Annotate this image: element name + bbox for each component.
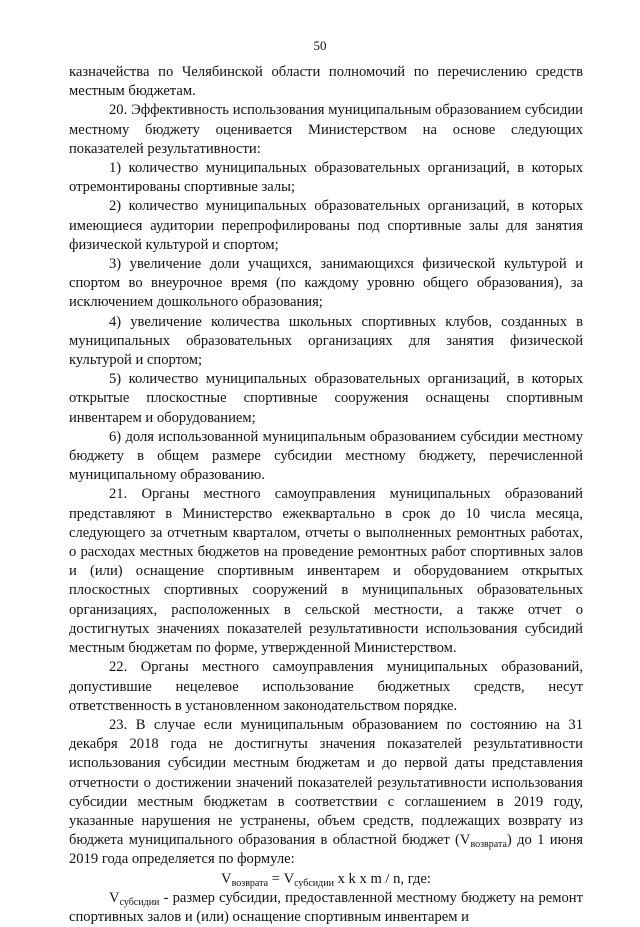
- indicator-item-5: 5) количество муниципальных образовательных организаций, в которых открытые плоскостные спортивные сооружения оснащены спортивным инвентарем и оборудованием;: [69, 371, 583, 426]
- paragraph-20: 20. Эффективность использования муниципальным образованием субсидии местному бюджету оценивается Министерством на основе следующих показателей результативности:: [69, 102, 583, 157]
- document-body: [69, 63, 583, 927]
- indicator-item-2: 2) количество муниципальных образовательных организаций, в которых имеющиеся аудитории перепрофилированы под спортивные залы для занятия физической культурой и спортом;: [69, 198, 583, 253]
- return-formula: [69, 870, 583, 889]
- formula-lhs-symbol: V: [221, 870, 232, 887]
- indicator-item-4: 4) увеличение количества школьных спортивных клубов, созданных в муниципальных образовательных организациях для занятия физической культурой и спортом;: [69, 313, 583, 369]
- paragraph-21: 21. Органы местного самоуправления муниципальных образований представляют в Министерство ежеквартально в срок до 10 числа месяца, следующего за отчетным кварталом, отчеты о выполненных ремонтных работах, о расходах местных бюджетов на проведение ремонтных работ спортивных залов и (или) оснащение спортивным инвентарем и оборудованием открытых плоскостных спортивных сооружений в муниципальных образовательных организациях, расположенных в сельской местности, а также отчет о достигнутых значениях показателей результативности использования субсидий местным бюджетам по форме, утвержденной Министерством.: [69, 486, 583, 657]
- paragraph-continued: казначейства по Челябинской области полномочий по перечислению средств местным бюджетам.: [69, 64, 583, 100]
- formula-equals: =: [268, 870, 284, 887]
- formula-rhs-symbol: V: [283, 870, 295, 887]
- indicator-item-3: 3) увеличение доли учащихся, занимающихся физической культурой и спортом во внеурочное время (по каждому уровню общего образования), за исключением дошкольного образования;: [69, 256, 583, 311]
- paragraph-23-text: 23. В случае если муниципальным образованием по состоянию на 31 декабря 2018 года не достигнуты значения показателей результативности использования субсидии местным бюджетам и до первой даты представления отчетности о достижении значений показателей результативности использования субсидии местным бюджетам в соответствии с соглашением в 2019 году, указанные нарушения не устранены, объем средств, подлежащих возврату из бюджета муниципального образования в областной бюджет (: [69, 716, 583, 849]
- indicator-item-6: 6) доля использованной муниципальным образованием субсидии местному бюджету в общем размере субсидии местному бюджету, перечисленной муниципальному образованию.: [69, 428, 583, 484]
- formula-lhs-subscript: возврата: [231, 877, 269, 889]
- page-number: 50: [313, 38, 327, 53]
- formula-rhs-subscript: субсидии: [294, 877, 334, 889]
- indicator-item-1: 1) количество муниципальных образовательных организаций, в которых отремонтированы спортивные залы;: [69, 160, 583, 196]
- paragraph-23: [69, 716, 583, 870]
- definition-v-subsidy: [69, 889, 583, 927]
- definition-symbol: V: [109, 889, 120, 906]
- definition-subscript: субсидии: [119, 896, 160, 908]
- paragraph-23-tail: ) до 1 июня 2019 года определяется по формуле:: [69, 832, 583, 868]
- v-return-symbol: V: [459, 832, 471, 849]
- definition-text: - размер субсидии, предоставленной местному бюджету на ремонт спортивных залов и (или) оснащение спортивным инвентарем и: [69, 889, 583, 925]
- formula-rhs-rest: x k x m / n, где:: [333, 870, 431, 887]
- paragraph-22: 22. Органы местного самоуправления муниципальных образований, допустившие нецелевое использование бюджетных средств, несут ответственность в установленном законодательством порядке.: [69, 659, 583, 714]
- v-return-subscript: возврата: [470, 839, 507, 851]
